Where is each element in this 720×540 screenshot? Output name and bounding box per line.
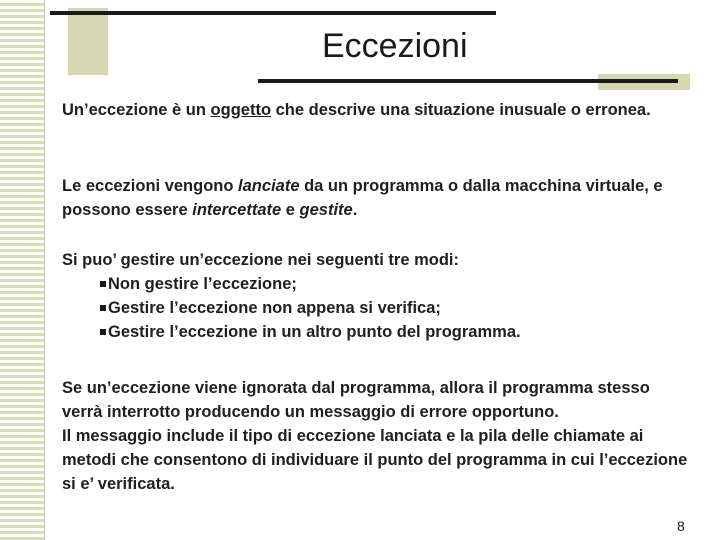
italic-term: intercettate [192, 201, 282, 219]
modi-intro: Si puo’ gestire un’eccezione nei seguenti tre modi: [62, 251, 459, 269]
paragraph-definition [62, 98, 651, 122]
top-decorative-square [68, 8, 108, 75]
square-bullet-icon [100, 305, 106, 311]
page-number: 8 [677, 518, 685, 534]
square-bullet-icon [100, 329, 106, 335]
text-segment: Un’eccezione è un [62, 101, 211, 119]
underlined-term: oggetto [210, 101, 272, 119]
paragraph-lanciate [62, 174, 692, 222]
slide-title: Eccezioni [322, 27, 468, 65]
left-decorative-stripe [0, 0, 45, 540]
top-decorative-line [50, 11, 496, 15]
text-segment: Le eccezioni vengono [62, 177, 239, 195]
list-item-text: Gestire l’eccezione in un altro punto del programma. [108, 323, 521, 341]
list-item [62, 320, 521, 344]
title-underline [258, 79, 678, 83]
list-item [62, 296, 521, 320]
square-bullet-icon [100, 281, 106, 287]
modi-list [62, 272, 521, 344]
text-segment: . [352, 201, 358, 219]
italic-term: lanciate [238, 177, 300, 195]
italic-term: gestite [299, 201, 353, 219]
text-segment: che descrive una situazione inusuale o erronea. [271, 101, 651, 119]
messaggio-text: Il messaggio include il tipo di eccezione lanciata e la pila delle chiamate ai metodi che consentono di individuare il punto del programma in cui l’eccezione si e’ verificata. [62, 427, 688, 493]
list-item-text: Gestire l’eccezione non appena si verifica; [108, 299, 441, 317]
ignorata-text: Se un’eccezione viene ignorata dal programma, allora il programma stesso verrà interrotto producendo un messaggio di errore opportuno. [62, 379, 650, 421]
text-segment: e [281, 201, 300, 219]
text-segment: da un programma o dalla macchina virtuale, e possono essere [62, 177, 663, 219]
paragraph-ignorata [62, 376, 692, 496]
list-item [62, 272, 521, 296]
list-item-text: Non gestire l’eccezione; [108, 275, 297, 293]
paragraph-modi [62, 248, 521, 344]
